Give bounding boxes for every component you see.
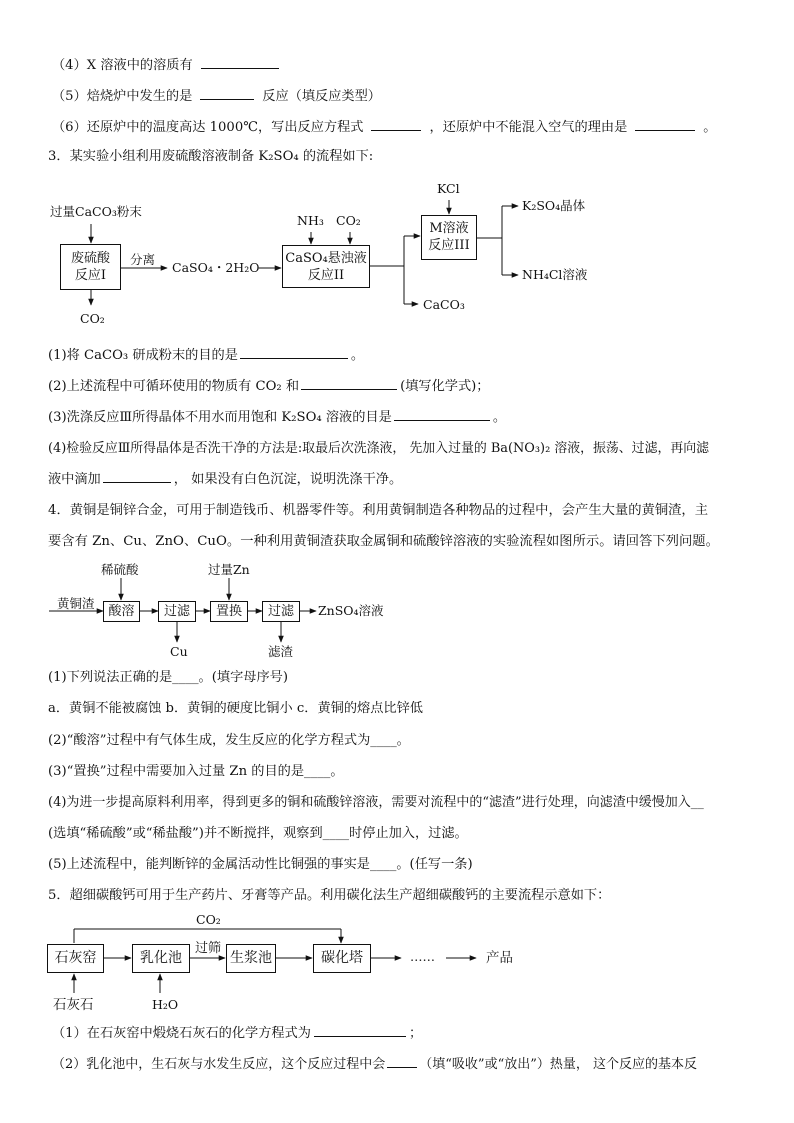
box-line: 废硫酸 [70, 251, 110, 266]
caco3-out-label: CaCO₃ [423, 297, 465, 312]
p3-question-4-line-1: (4)检验反应Ⅲ所得晶体是否洗干净的方法是:取最后次洗涤液， 先加入过量的 Ba(NO₃)₂ 溶液，振荡、过滤，再向滤 [48, 441, 710, 456]
answer-blank[interactable] [314, 1024, 406, 1037]
k2so4-crystal-label: K₂SO₄晶体 [522, 198, 586, 213]
box-label: 石灰窑 [54, 950, 97, 966]
emulsion-tank-box [132, 944, 190, 973]
question-text: 。 [703, 120, 717, 135]
question-text: 反应（填反应类型） [262, 89, 381, 104]
box-label: 置换 [215, 604, 242, 619]
residue-label: 滤渣 [268, 644, 294, 659]
box-label: 碳化塔 [321, 950, 363, 966]
gypsum-label: CaSO₄・2H₂O [172, 260, 260, 275]
question-text: （5）焙烧炉中发生的是 [52, 89, 193, 104]
p4-question-4-line-2: (选填“稀硫酸”或“稀盐酸”)并不断搅拌，观察到____时停止加入，过滤。 [48, 826, 468, 841]
znso4-solution-label: ZnSO₄溶液 [318, 603, 384, 618]
co2-in-label: CO₂ [336, 213, 361, 228]
p4-question-1-options: a．黄铜不能被腐蚀 b．黄铜的硬度比铜小 c．黄铜的熔点比锌低 [48, 701, 423, 716]
box-label: 生浆池 [230, 950, 272, 966]
question-text: (填写化学式)； [400, 379, 490, 394]
caco3-powder-label: 过量CaCO₃粉末 [50, 204, 142, 219]
carbonation-tower-box [313, 944, 371, 973]
question-text: (3)洗涤反应Ⅲ所得晶体不用水而用饱和 K₂SO₄ 溶液的目是 [48, 410, 392, 425]
box-line: 反应III [428, 238, 470, 253]
kcl-label: KCl [437, 181, 460, 196]
answer-blank[interactable] [387, 1055, 417, 1068]
question-text: 。 [492, 410, 506, 425]
p4-question-2: (2)“酸溶”过程中有气体生成，发生反应的化学方程式为____。 [48, 733, 410, 748]
separation-label: 分离 [130, 252, 156, 267]
p4-question-4-line-1: (4)为进一步提高原料利用率，得到更多的铜和硫酸锌溶液，需要对流程中的“滤渣”进行处理，向滤渣中缓慢加入__ [48, 795, 704, 810]
p4-question-3: (3)“置换”过程中需要加入过量 Zn 的目的是____。 [48, 764, 344, 779]
raw-slurry-tank-box [226, 944, 276, 973]
question-text: （4）X 溶液中的溶质有 [52, 58, 193, 73]
lime-kiln-box [47, 944, 104, 973]
nh4cl-solution-label: NH₄Cl溶液 [522, 267, 588, 282]
p4-question-1: (1)下列说法正确的是____。(填字母序号) [48, 670, 288, 685]
co2-out-label: CO₂ [80, 311, 105, 326]
p5-question-1 [52, 1024, 422, 1043]
product-label: 产品 [486, 950, 513, 966]
co2-label: CO₂ [196, 912, 221, 927]
limestone-label: 石灰石 [53, 997, 94, 1013]
sieve-label: 过筛 [195, 941, 222, 956]
problem-5-title: 5．超细碳酸钙可用于生产药片、牙膏等产品。利用碳化法生产超细碳酸钙的主要流程示意如下： [48, 888, 611, 903]
cu-label: Cu [170, 644, 188, 659]
question-text: (1)将 CaCO₃ 研成粉末的目的是 [48, 348, 238, 363]
box-label: 乳化池 [140, 950, 182, 966]
question-text: （6）还原炉中的温度高达 1000℃，写出反应方程式 [52, 120, 364, 135]
question-text: 液中滴加 [48, 472, 101, 487]
box-line: 反应I [74, 268, 107, 283]
box-label: 过滤 [163, 604, 190, 619]
p4-question-5: (5)上述流程中，能判断锌的金属活动性比铜强的事实是____。(任写一条) [48, 857, 473, 872]
question-text: ； [408, 1026, 423, 1041]
problem-4-intro-2: 要含有 Zn、Cu、ZnO、CuO。一种利用黄铜渣获取金属铜和硫酸锌溶液的实验流程如图所示。请回答下列问题。 [48, 534, 719, 549]
box-label: 过滤 [267, 604, 294, 619]
problem-3-title: 3．某实验小组利用废硫酸溶液制备 K₂SO₄ 的流程如下: [48, 149, 374, 164]
brass-slag-label: 黄铜渣 [57, 596, 95, 611]
nh3-label: NH₃ [297, 213, 324, 228]
question-text: ，还原炉中不能混入空气的理由是 [429, 120, 628, 135]
box-label: 酸溶 [108, 604, 135, 619]
box-line: CaSO₄悬浊液 [285, 251, 367, 266]
p5-question-2 [52, 1055, 697, 1074]
water-label: H₂O [152, 997, 179, 1012]
question-text: （1）在石灰窑中煅烧石灰石的化学方程式为 [52, 1026, 311, 1041]
box-line: M溶液 [429, 221, 469, 236]
problem-4-intro-1: 4．黄铜是铜锌合金，可用于制造钱币、机器零件等。利用黄铜制造各种物品的过程中，会产生大量的黄铜渣，主 [48, 503, 709, 518]
question-text: (2)上述流程中可循环使用的物质有 CO₂ 和 [48, 379, 300, 394]
question-text: 。 [350, 348, 365, 363]
question-text: （填“吸收”或“放出”）热量， 这个反应的基本反 [419, 1057, 697, 1072]
excess-zn-label: 过量Zn [208, 562, 250, 577]
box-line: 反应II [307, 268, 345, 283]
question-text: ， 如果没有白色沉淀，说明洗涤干净。 [173, 472, 403, 487]
ellipsis-label: …… [410, 949, 435, 964]
dilute-sulfuric-acid-label: 稀硫酸 [101, 562, 139, 577]
question-text: （2）乳化池中，生石灰与水发生反应，这个反应过程中会 [52, 1057, 386, 1072]
